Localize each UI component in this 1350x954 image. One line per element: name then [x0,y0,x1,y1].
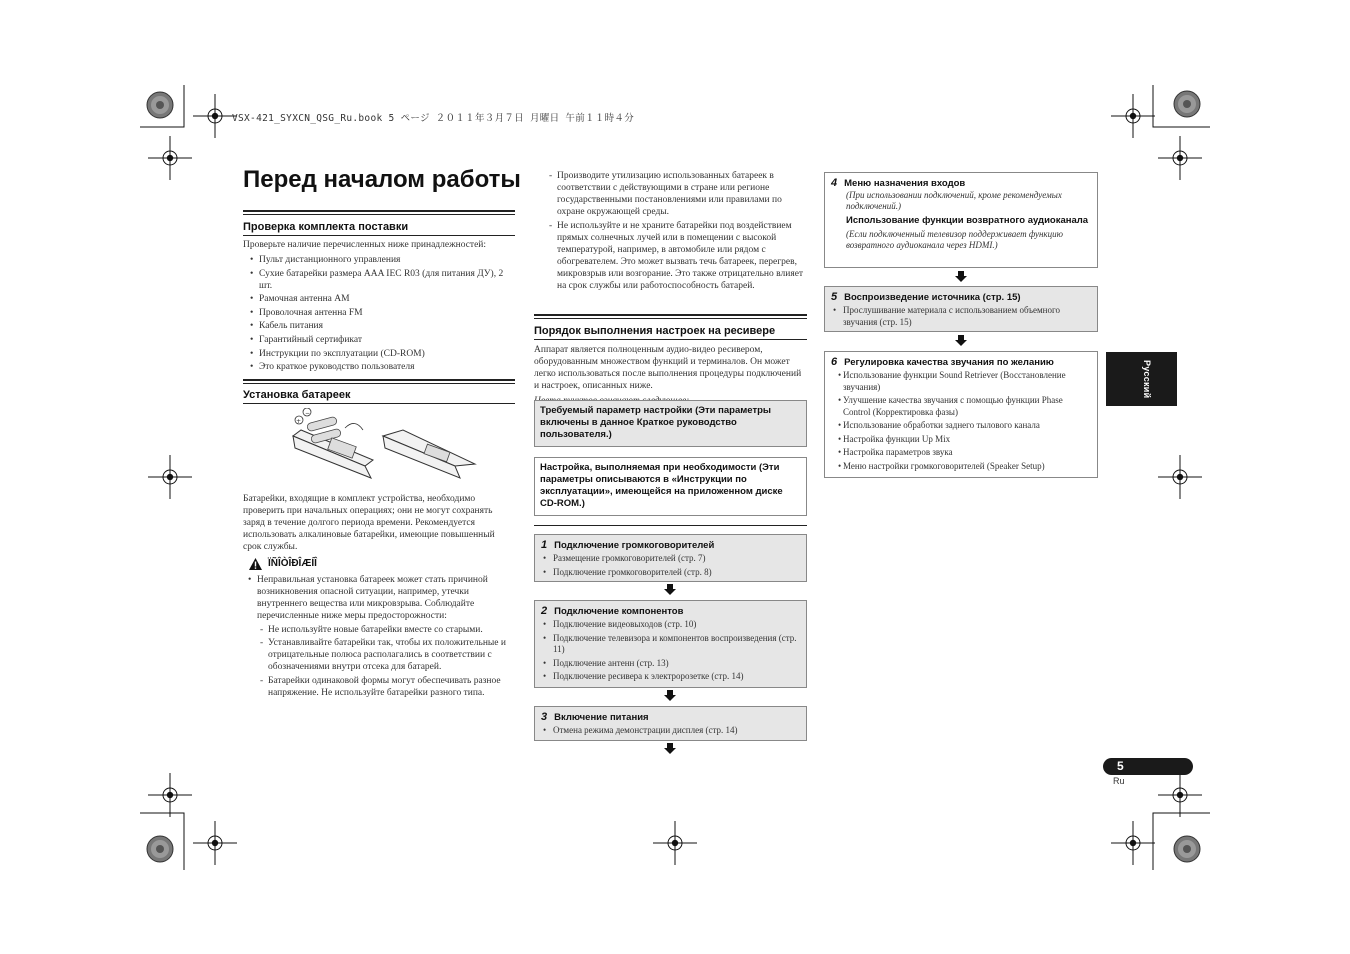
caution-block [249,558,515,700]
list-item: • Подключение ресивера к электророзетке (стр. 14) [541,671,800,683]
list-item: • Отмена режима демонстрации дисплея (стр. 14) [541,725,800,737]
step-note: (Если подключенный телевизор поддерживает функцию возвратного аудиоканала через HDMI.) [846,229,1063,250]
step-list [831,370,1091,472]
list-item: • Размещение громкоговорителей (стр. 7) [541,553,800,565]
step-title: Подключение громкоговорителей [554,540,715,551]
step-6-box [824,351,1098,478]
step-title: Включение питания [554,712,649,723]
check-intro: Проверьте наличие перечисленных ниже принадлежностей: [243,240,487,250]
arrow-down-icon [955,271,967,283]
list-item: • Подключение громкоговорителей (стр. 8) [541,567,800,579]
step-1-box [534,534,807,582]
caution-dash-list [260,624,515,699]
list-item: • Подключение телевизора и компонентов воспроизведения (стр. 11) [541,633,800,656]
page-number: 5 [1117,759,1124,773]
step-title: Регулировка качества звучания по желанию [844,357,1054,368]
language-tab-label: Русский [1142,359,1152,399]
arrow-down-icon [664,743,676,755]
section-underline [534,339,807,340]
caution-title: ÏÑÎÒÎÐÎÆÍÎ [268,558,317,569]
battery-text: Батарейки, входящие в комплект устройства, необходимо проверить при начальных операциях; они не могут сохранять заряд в течение долгого периода времени. Рекомендуется использовать алкалиновые батарейки, имеющие повышенный срок службы. [243,494,495,552]
step-number: 4 [831,177,838,189]
list-item: • Рамочная антенна AM [243,293,515,305]
remote-battery-illustration [285,408,480,486]
legend-gray-box: Требуемый параметр настройки (Эти параметры включены в данное Краткое руководство пользователя.) [534,400,807,447]
list-item: • Сухие батарейки размера AAA IEC R03 (для питания ДУ), 2 шт. [243,268,515,292]
list-item: • Настройка функции Up Mix [831,434,1091,446]
svg-text:−: − [305,410,311,417]
step-number: 2 [541,605,548,617]
step-2-box [534,600,807,688]
page-number-badge [1103,758,1193,775]
step-list [541,725,800,737]
section-heading-check: Проверка комплекта поставки [243,221,409,233]
step-title: Меню назначения входов [844,178,966,189]
svg-text:+: + [296,418,302,425]
battery-section [243,379,515,404]
list-item: • Это краткое руководство пользователя [243,361,515,373]
warning-icon [249,558,262,570]
check-list [243,254,515,373]
list-item: • Использование обработки заднего тылового канала [831,420,1091,432]
list-item: • Инструкции по эксплуатации (CD-ROM) [243,348,515,360]
list-item: - Устанавливайте батарейки так, чтобы их положительные и отрицательные полюса располагались в соответствии с обозначениями внутри отсека для батарей. [260,637,515,673]
setup-text: Аппарат является полноценным аудио-видео ресивером, оборудованным множеством функций и терминалов. Он может легко использоваться после выполнения процедуры подключений и настроек, описанных ниже. [534,345,802,391]
list-item: • Гарантийный сертификат [243,334,515,346]
step-list [831,305,1091,328]
file-header: VSX-421_SYXCN_QSG_Ru.book 5 ページ ２０１１年３月７日 月曜日 午前１１時４分 [232,113,635,124]
legend-white-box: Настройка, выполняемая при необходимости (Эти параметры описываются в «Инструкции по эксплуатации», имеющейся на приложенном диске CD-ROM.) [534,457,807,516]
list-item: • Подключение антенн (стр. 13) [541,658,800,670]
setup-section [534,314,807,407]
section-rule [534,314,807,319]
list-item: - Не используйте новые батарейки вместе со старыми. [260,624,515,636]
caution-list [241,574,515,622]
page-lang: Ru [1113,776,1125,786]
arrow-down-icon [955,335,967,347]
arrow-down-icon [664,584,676,596]
list-item: • Кабель питания [243,320,515,332]
list-item: • Меню настройки громкоговорителей (Speaker Setup) [831,461,1091,473]
list-item: • Прослушивание материала с использованием объемного звучания (стр. 15) [831,305,1091,328]
step-list [541,553,800,578]
list-item: - Батарейки одинаковой формы могут обеспечивать разное напряжение. Не используйте батарейки разного типа. [260,675,515,699]
step-number: 3 [541,711,548,723]
section-rule [243,210,515,215]
step-list [541,619,800,683]
list-item: • Неправильная установка батареек может стать причиной возникновения опасной ситуации, например, утечки внутреннего вещества или микровзрыва. Соблюдайте перечисленные ниже меры предосторожности: [241,574,515,622]
step-5-box [824,286,1098,332]
step-number: 6 [831,356,838,368]
step-subtitle: Использование функции возвратного аудиоканала [846,215,1089,226]
list-item: - Производите утилизацию использованных батареек в соответствии с действующими в стране или регионе государственными постановлениями или правилами по охране окружающей среды. [549,170,807,218]
step-title: Подключение компонентов [554,606,684,617]
list-item: • Проволочная антенна FM [243,307,515,319]
step-number: 5 [831,291,838,303]
battery-dash-list [549,170,807,293]
step-title: Воспроизведение источника (стр. 15) [844,292,1021,303]
list-item: • Пульт дистанционного управления [243,254,515,266]
page-title: Перед началом работы [243,166,521,193]
section-heading-battery: Установка батареек [243,389,351,401]
step-note: (При использовании подключений, кроме рекомендуемых подключений.) [846,190,1062,211]
language-tab [1106,352,1177,406]
list-item: • Настройка параметров звука [831,447,1091,459]
arrow-down-icon [664,690,676,702]
column-1 [243,210,515,375]
step-3-box [534,706,807,741]
list-item: • Подключение видеовыходов (стр. 10) [541,619,800,631]
section-underline [243,235,515,236]
list-item: - Не используйте и не храните батарейки под воздействием прямых солнечных лучей или в помещении с высокой температурой, например, в автомобиле или рядом с обогревателем. Это может вызвать течь батареек, перегрев, микровзрыв или возгорание. Это также отрицательно влияет на срок службы или работоспособность батарей. [549,220,807,292]
section-underline [243,403,515,404]
step-4-box [824,172,1098,268]
section-heading-setup: Порядок выполнения настроек на ресивере [534,325,776,337]
step-number: 1 [541,539,548,551]
list-item: • Улучшение качества звучания с помощью функции Phase Control (Корректировка фазы) [831,395,1091,418]
divider [534,525,807,526]
section-rule [243,379,515,384]
list-item: • Использование функции Sound Retriever (Восстановление звучания) [831,370,1091,393]
